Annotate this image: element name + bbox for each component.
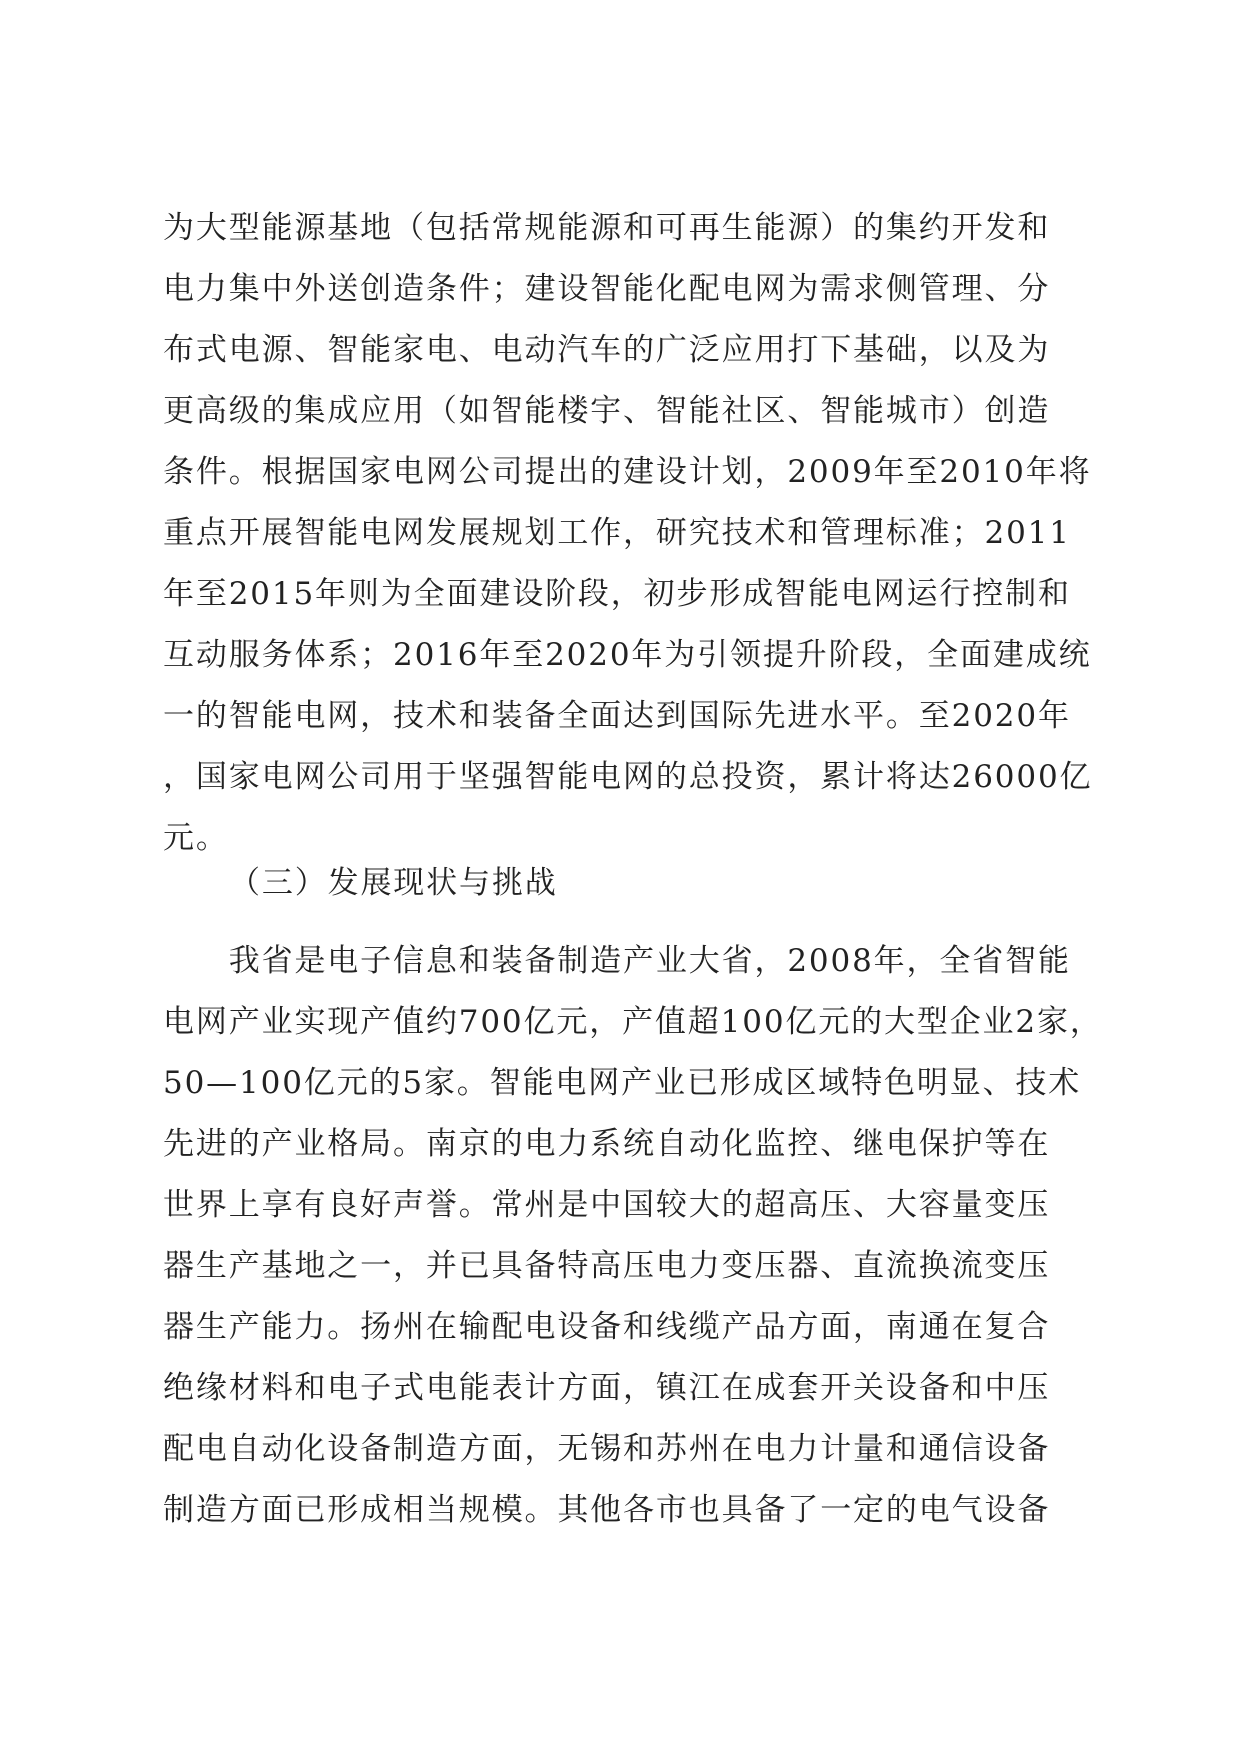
text-line: 50—100亿元的5家。智能电网产业已形成区域特色明显、技术 <box>163 1065 1082 1101</box>
text-line: 互动服务体系；2016年至2020年为引领提升阶段，全面建成统 <box>163 637 1092 673</box>
text-line: 配电自动化设备制造方面，无锡和苏州在电力计量和通信设备 <box>163 1431 1051 1467</box>
text-line: ，国家电网公司用于坚强智能电网的总投资，累计将达26000亿 <box>163 759 1093 795</box>
text-line: 条件。根据国家电网公司提出的建设计划，2009年至2010年将 <box>163 454 1092 490</box>
text-line: 布式电源、智能家电、电动汽车的广泛应用打下基础，以及为 <box>163 332 1051 368</box>
text-line: 更高级的集成应用（如智能楼宇、智能社区、智能城市）创造 <box>163 393 1051 429</box>
text-line: 元。 <box>163 820 229 856</box>
text-line: 先进的产业格局。南京的电力系统自动化监控、继电保护等在 <box>163 1126 1051 1162</box>
text-line: 年至2015年则为全面建设阶段，初步形成智能电网运行控制和 <box>163 576 1071 612</box>
text-line: 绝缘材料和电子式电能表计方面，镇江在成套开关设备和中压 <box>163 1370 1051 1406</box>
text-line: 电力集中外送创造条件；建设智能化配电网为需求侧管理、分 <box>163 271 1051 307</box>
text-line: 电网产业实现产值约700亿元，产值超100亿元的大型企业2家， <box>163 1004 1103 1040</box>
text-line: 世界上享有良好声誉。常州是中国较大的超高压、大容量变压 <box>163 1187 1051 1223</box>
text-line: 一的智能电网，技术和装备全面达到国际先进水平。至2020年 <box>163 698 1071 734</box>
text-line: 重点开展智能电网发展规划工作，研究技术和管理标准；2011 <box>163 515 1071 551</box>
section-heading: （三）发展现状与挑战 <box>229 865 558 901</box>
text-line: 为大型能源基地（包括常规能源和可再生能源）的集约开发和 <box>163 210 1051 246</box>
text-line: 制造方面已形成相当规模。其他各市也具备了一定的电气设备 <box>163 1492 1051 1528</box>
paragraph-two <box>163 931 1103 1541</box>
paragraph-one <box>163 198 1093 869</box>
text-line: 器生产基地之一，并已具备特高压电力变压器、直流换流变压 <box>163 1248 1051 1284</box>
text-line: 器生产能力。扬州在输配电设备和线缆产品方面，南通在复合 <box>163 1309 1051 1345</box>
text-line: 我省是电子信息和装备制造产业大省，2008年，全省智能 <box>163 943 1071 979</box>
